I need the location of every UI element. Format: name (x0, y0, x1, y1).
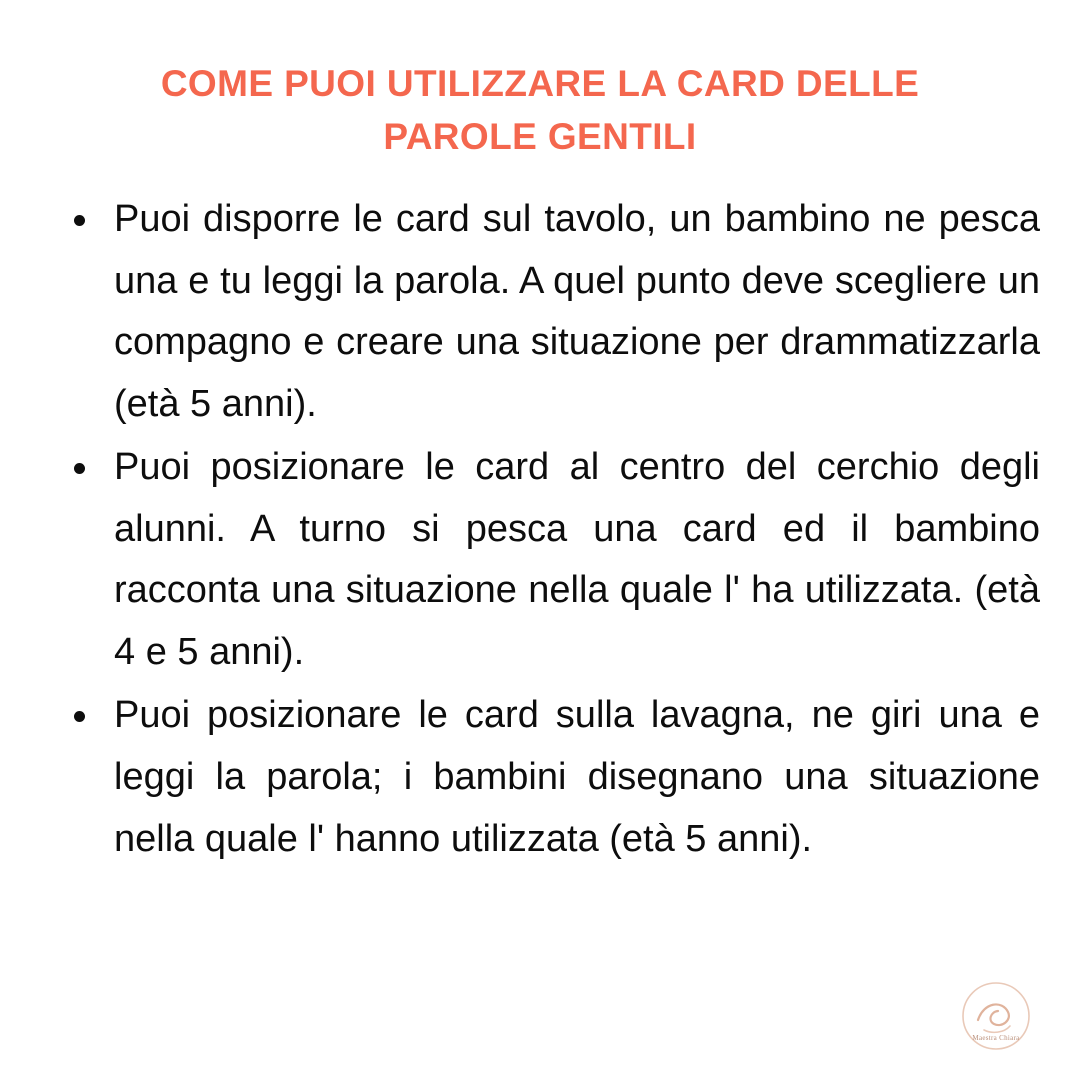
list-item-text: Puoi posizionare le card al centro del cerchio degli alunni. A turno si pesca una card ed il bambino racconta una situazione nella quale l' ha utilizzata. (età 4 e 5 anni). (114, 446, 1040, 673)
watermark-label: Maestra Chiara (972, 1034, 1020, 1042)
page-title: COME PUOI UTILIZZARE LA CARD DELLE PAROLE GENTILI (160, 63, 920, 157)
list-item (36, 685, 1044, 870)
list-item (36, 189, 1044, 435)
instructions-list (36, 189, 1044, 870)
watermark-logo (950, 970, 1042, 1062)
list-item-text: Puoi posizionare le card sulla lavagna, ne giri una e leggi la parola; i bambini disegnano una situazione nella quale l' hanno utilizzata (età 5 anni). (114, 694, 1040, 860)
list-item (36, 437, 1044, 683)
list-item-text: Puoi disporre le card sul tavolo, un bambino ne pesca una e tu leggi la parola. A quel punto deve scegliere un compagno e creare una situazione per drammatizzarla (età 5 anni). (114, 198, 1040, 425)
